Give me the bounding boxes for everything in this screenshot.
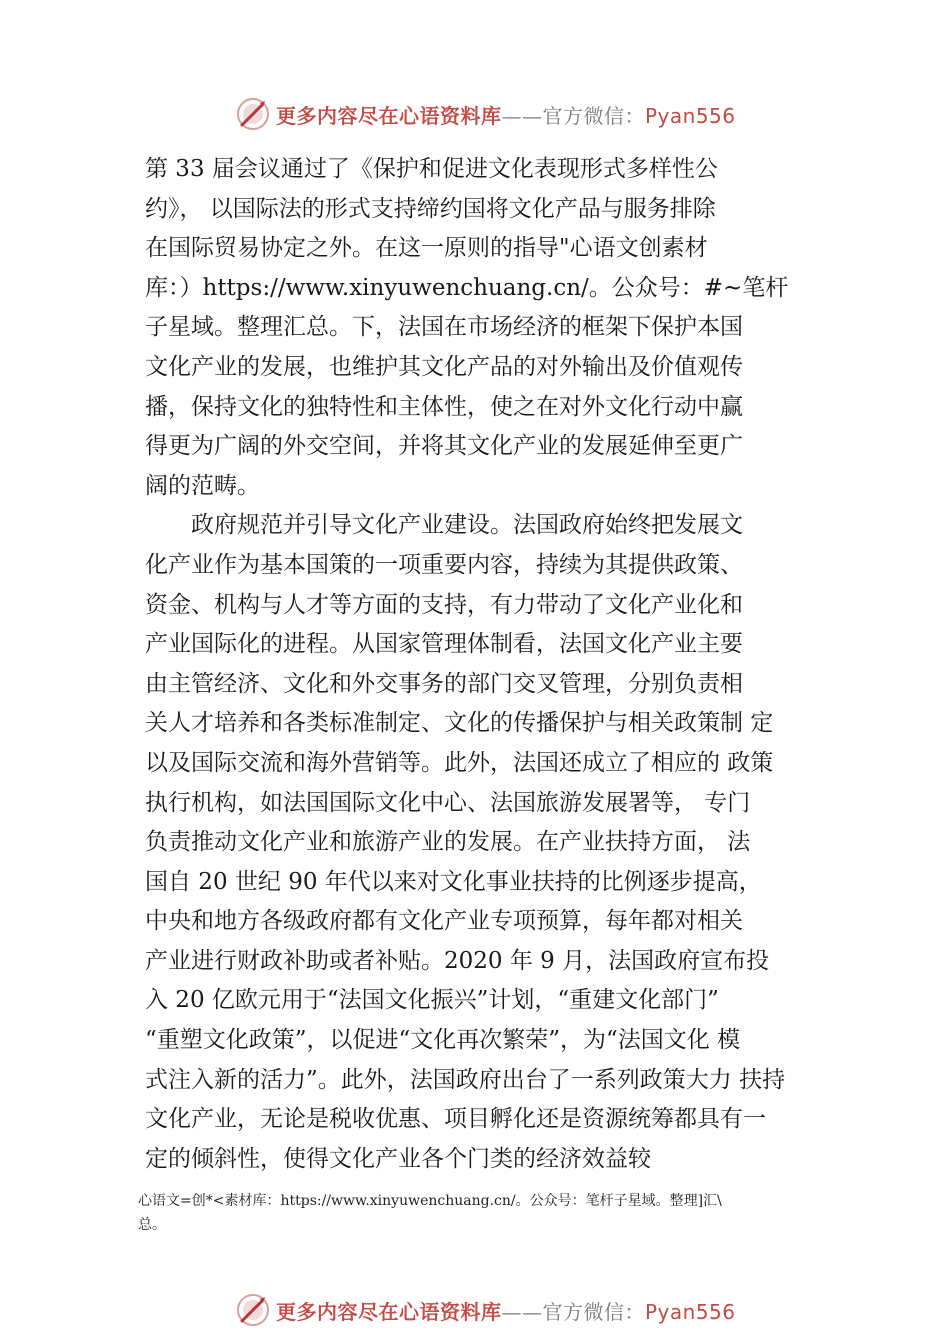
document-body — [145, 150, 845, 1179]
banner-text — [276, 100, 736, 129]
text-line: 由主管经济、文化和外交事务的部门交叉管理，分别负责相 — [145, 670, 743, 697]
banner-wechat-id: Pyan556 — [645, 1299, 736, 1324]
text-line: 中央和地方各级政府都有文化产业专项预算，每年都对相关 — [145, 908, 743, 935]
text-line: 关人才培养和各类标准制定、文化的传播保护与相关政策制 定 — [145, 710, 774, 737]
text-line: 入 20 亿欧元用于“法国文化振兴”计划，“重建文化部门” — [145, 987, 719, 1014]
text-line: 阔的范畴。 — [145, 472, 260, 499]
text-line: 子星域。整理汇总。下，法国在市场经济的框架下保护本国 — [145, 314, 743, 341]
logo-icon — [236, 97, 270, 131]
text-line: 以及国际交流和海外营销等。此外，法国还成立了相应的 政策 — [145, 749, 774, 776]
banner-wechat-id: Pyan556 — [645, 103, 736, 128]
banner-text — [276, 1296, 736, 1325]
text-line: 负责推动文化产业和旅游产业的发展。在产业扶持方面， 法 — [145, 829, 751, 856]
text-line: 播，保持文化的独特性和主体性，使之在对外文化行动中赢 — [145, 393, 743, 420]
text-line: 约》， 以国际法的形式支持缔约国将文化产品与服务排除 — [145, 195, 716, 222]
banner-red-text: 更多内容尽在心语资料库 — [276, 103, 502, 128]
footer-banner — [236, 1292, 736, 1328]
banner-red-text: 更多内容尽在心语资料库 — [276, 1299, 502, 1324]
text-line: 产业进行财政补助或者补贴。2020 年 9 月，法国政府宣布投 — [145, 947, 770, 974]
text-line: 执行机构，如法国国际文化中心、法国旅游发展署等， 专门 — [145, 789, 751, 816]
text-line: 得更为广阔的外交空间，并将其文化产业的发展延伸至更广 — [145, 433, 743, 460]
text-line: 在国际贸易协定之外。在这一原则的指导"心语文创素材 — [145, 235, 708, 262]
footnote-line: 心语文=创*<素材库：https://www.xinyuwenchuang.cn/。公众号：笔杆子星域。整理]汇\ — [138, 1193, 722, 1209]
text-line: 定的倾斜性，使得文化产业各个门类的经济效益较 — [145, 1145, 651, 1172]
text-line: 资金、机构与人才等方面的支持，有力带动了文化产业化和 — [145, 591, 743, 618]
banner-dash: —— — [501, 103, 543, 128]
banner-wechat-label: 官方微信： — [542, 1299, 645, 1324]
text-line: 政府规范并引导文化产业建设。法国政府始终把发展文 — [145, 512, 743, 539]
text-line: “重塑文化政策”，以促进“文化再次繁荣”，为“法国文化 模 — [145, 1027, 741, 1054]
text-line: 化产业作为基本国策的一项重要内容，持续为其提供政策、 — [145, 551, 743, 578]
text-line: 产业国际化的进程。从国家管理体制看，法国文化产业主要 — [145, 631, 743, 658]
footnote — [138, 1189, 838, 1237]
text-line: 国自 20 世纪 90 年代以来对文化事业扶持的比例逐步提高， — [145, 868, 762, 895]
logo-icon — [236, 1293, 270, 1327]
text-line: 文化产业，无论是税收优惠、项目孵化还是资源统筹都具有一 — [145, 1106, 766, 1133]
text-line: 文化产业的发展，也维护其文化产品的对外输出及价值观传 — [145, 353, 743, 380]
text-line: 式注入新的活力”。此外，法国政府出台了一系列政策大力 扶持 — [145, 1066, 786, 1093]
text-line: 第 33 届会议通过了《保护和促进文化表现形式多样性公 — [145, 156, 718, 182]
footnote-line: 总。 — [138, 1217, 166, 1233]
header-banner — [236, 96, 736, 132]
banner-wechat-label: 官方微信： — [542, 103, 645, 128]
banner-dash: —— — [501, 1299, 543, 1324]
text-line: 库：）https://www.xinyuwenchuang.cn/。公众号：#~笔杆 — [145, 274, 789, 301]
